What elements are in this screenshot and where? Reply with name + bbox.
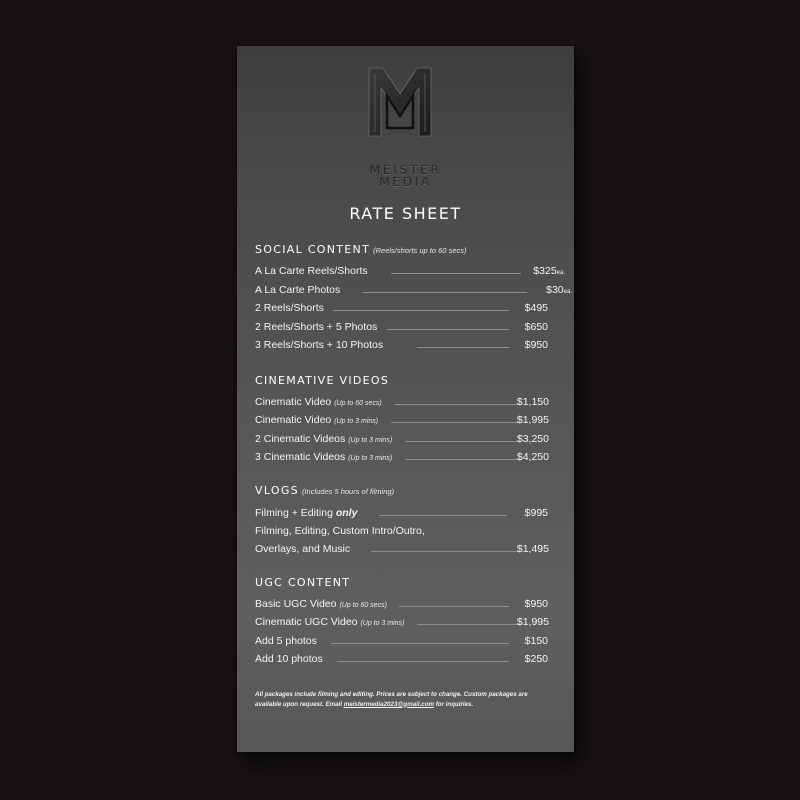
section-heading-vlogs (255, 484, 394, 497)
section-title: SOCIAL CONTENT (255, 243, 371, 256)
footer-disclaimer (255, 690, 555, 709)
item-label-emphasis: only (335, 507, 358, 519)
brand-name-line1: MEISTER (369, 162, 442, 177)
price-row (255, 451, 573, 467)
item-price: $150 (524, 635, 548, 647)
leader-line (417, 624, 519, 625)
leader-line (379, 515, 507, 516)
leader-line (337, 661, 509, 662)
price-row (255, 507, 573, 523)
page-title: RATE SHEET (349, 204, 462, 223)
item-label (255, 616, 404, 628)
item-price: $3,250 (516, 433, 549, 445)
item-price: $1,495 (516, 543, 549, 555)
item-label: 2 Reels/Shorts + 5 Photos (255, 321, 378, 333)
leader-line (417, 347, 509, 348)
item-price: $1,995 (516, 616, 549, 628)
item-label-sub: (Up to 3 mins) (360, 620, 405, 627)
section-title: CINEMATIVE VIDEOS (255, 374, 390, 387)
price-row (255, 433, 573, 449)
item-price: $950 (524, 598, 548, 610)
item-label: 2 Reels/Shorts (255, 302, 324, 314)
leader-line (405, 459, 519, 460)
leader-line (363, 292, 527, 293)
item-label-sub: (Up to 60 secs) (334, 400, 382, 407)
item-label-sub: (Up to 3 mins) (348, 455, 393, 462)
price-row (255, 635, 573, 651)
section-heading-cinemative-videos (255, 374, 389, 387)
price-suffix: ea. (563, 289, 572, 295)
item-label: A La Carte Reels/Shorts (255, 265, 368, 277)
item-label-sub: (Up to 3 mins) (348, 437, 393, 444)
price-row (255, 321, 573, 337)
item-label (255, 507, 357, 519)
item-label: Overlays, and Music (255, 543, 351, 555)
leader-line (399, 606, 509, 607)
meister-media-logo-icon (365, 66, 435, 138)
price-row (255, 396, 573, 412)
item-label: A La Carte Photos (255, 284, 341, 296)
item-price: $495 (524, 302, 548, 314)
price-row (255, 302, 573, 318)
item-label-text: Cinematic Video (255, 414, 332, 426)
leader-line (371, 551, 519, 552)
item-label (255, 396, 382, 408)
item-label (255, 598, 387, 610)
item-label-text: 3 Cinematic Videos (255, 451, 346, 463)
item-label-text: Cinematic UGC Video (255, 616, 358, 628)
rate-sheet-card (237, 46, 574, 752)
item-label-text: Basic UGC Video (255, 598, 337, 610)
item-price (525, 265, 565, 277)
price-row (255, 616, 573, 632)
leader-line (391, 422, 519, 423)
item-label: Add 5 photos (255, 635, 317, 647)
section-note: (Reels/shorts up to 60 secs) (373, 246, 467, 255)
item-label (255, 433, 392, 445)
leader-line (333, 310, 509, 311)
price-row (255, 543, 573, 559)
item-label-line1: Filming, Editing, Custom Intro/Outro, (255, 525, 425, 537)
contact-email-link[interactable]: meistermedia2023@gmail.com (343, 700, 435, 708)
item-label-sub: (Up to 3 mins) (334, 418, 379, 425)
price-row (255, 284, 573, 300)
price-suffix: ea. (556, 270, 565, 276)
leader-line (331, 643, 509, 644)
footer-text: All packages include filming and editing. Prices are subject to change. Custom packages are available upon request. Email (255, 691, 528, 708)
price-value: $325 (533, 265, 557, 277)
leader-line (391, 273, 521, 274)
item-price: $950 (524, 339, 548, 351)
item-label: Add 10 photos (255, 653, 323, 665)
item-price: $650 (524, 321, 548, 333)
item-label: 3 Reels/Shorts + 10 Photos (255, 339, 384, 351)
price-row (255, 414, 573, 430)
brand-name-line2: MEDIA (378, 174, 433, 189)
item-price: $250 (524, 653, 548, 665)
item-price: $1,150 (516, 396, 549, 408)
leader-line (395, 404, 519, 405)
item-price: $4,250 (516, 451, 549, 463)
price-row (255, 265, 573, 281)
item-label-sub: (Up to 60 secs) (339, 602, 387, 609)
item-label-text: 2 Cinematic Videos (255, 433, 346, 445)
item-price: $995 (524, 507, 548, 519)
section-title: UGC CONTENT (255, 576, 351, 589)
leader-line (387, 329, 509, 330)
leader-line (405, 441, 519, 442)
price-row (255, 598, 573, 614)
footer-text-end: for inquiries. (434, 700, 474, 708)
section-heading-ugc-content (255, 576, 350, 589)
item-label-text: Cinematic Video (255, 396, 332, 408)
price-value: $30 (546, 284, 564, 296)
section-title: VLOGS (255, 484, 299, 497)
section-heading-social-content (255, 243, 466, 256)
item-label (255, 414, 378, 426)
price-row (255, 653, 573, 669)
item-label-text: Filming + Editing (255, 507, 333, 519)
item-price (532, 284, 572, 296)
price-row (255, 339, 573, 355)
item-price: $1,995 (516, 414, 549, 426)
section-note: (Includes 5 hours of filming) (301, 487, 395, 496)
item-label (255, 451, 392, 463)
